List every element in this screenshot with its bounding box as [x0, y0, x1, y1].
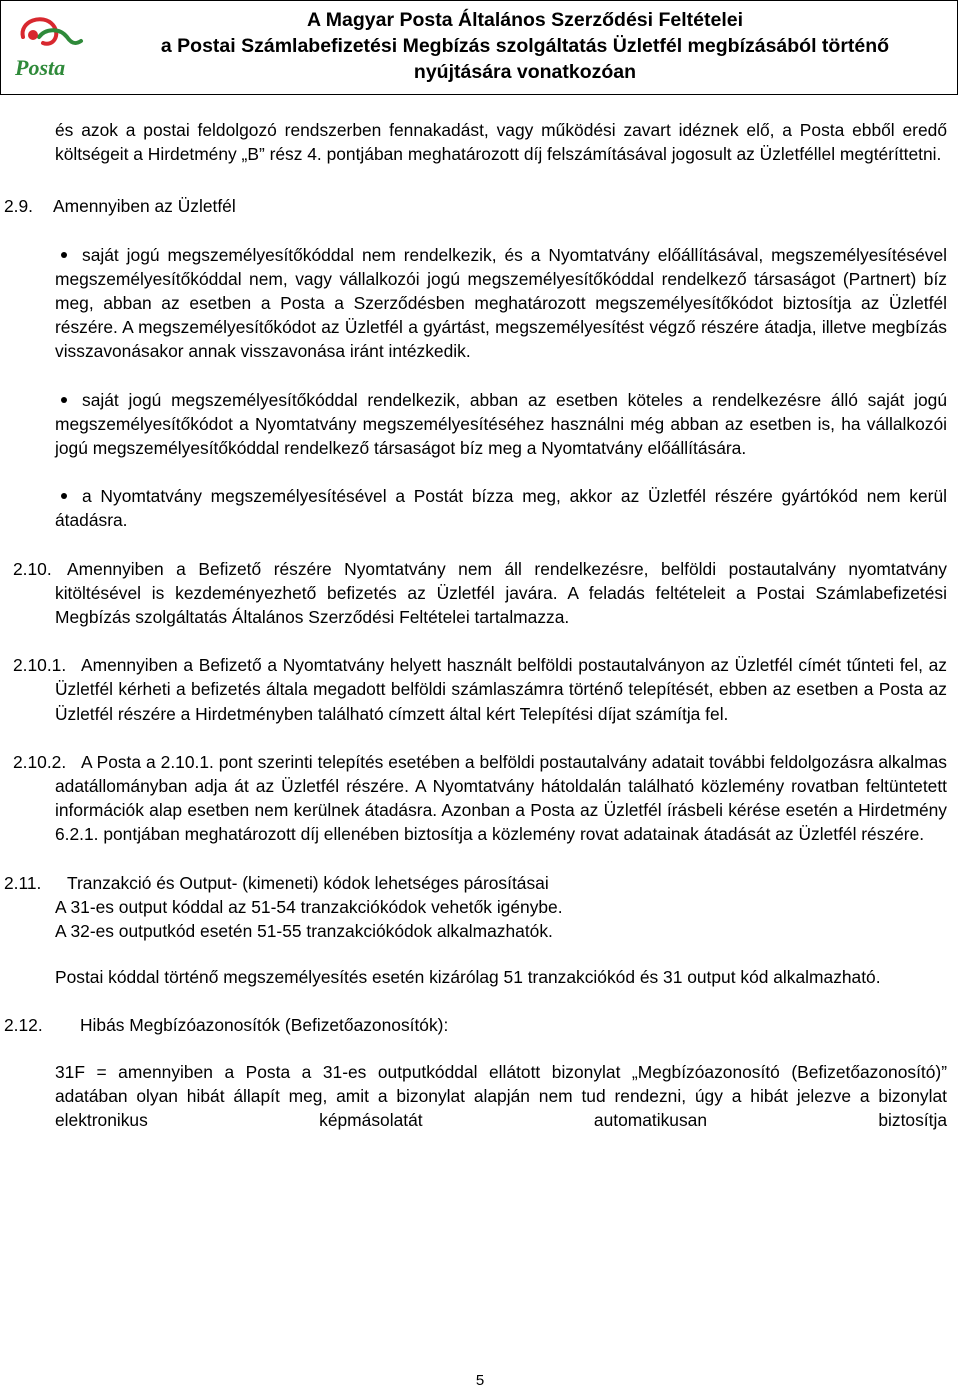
section-number: 2.11.	[4, 872, 42, 893]
section-text: A Posta a 2.10.1. pont szerinti telepítés esetében a belföldi postautalvány adatait további feldolgozásra alkalmas adatállományban adja át az Üzletfél részére. A Nyomtatvány hátoldalán található közlemény rovatban feltüntetett információk alap esetben nem kerülnek átadásra. Azonban a Posta az Üzletfél írásbeli kérése esetén a Hirdetmény 6.2.1. pontjában meghatározott díj ellenében biztosítja a közlemény rovat adatainak átadását az Üzletfél részére.	[55, 751, 947, 845]
header-title-line-3: nyújtására vonatkozóan	[413, 61, 637, 83]
list-item-text: saját jogú megszemélyesítőkóddal nem rendelkezik, és a Nyomtatvány előállításával, megszemélyesítésével megszemélyesítőkóddal nem, vagy vállalkozói jogú megszemélyesítőkóddal rendelkező társaságot (Partnert) bíz meg, abban az esetben a Posta a Szerződésben meghatározott megszemélyesítőkódot biztosítja az Üzletfél részére. A megszemélyesítőkódot az Üzletfél a gyártást, megszemélyesítést végző részére átadja, illetve megbízás visszavonásakor annak visszavonása iránt intézkedik.	[55, 244, 947, 362]
section-2-12	[4, 1013, 947, 1132]
section-text: Amennyiben a Befizető a Nyomtatvány helyett használt belföldi postautalványon az Üzletfél címét tűnteti fel, az Üzletfél kérheti a befizetés általa megadott belföldi számlaszámra történő telepítését, ebben az esetben a Posta az Üzletfél részére a Hirdetményben található címzett által kért Telepítési díjat számítja fel.	[55, 655, 947, 724]
bullet-icon	[61, 493, 67, 499]
list-item-text: a Nyomtatvány megszemélyesítésével a Postát bízza meg, akkor az Üzletfél részére gyártókód nem kerül átadásra.	[55, 486, 947, 531]
page-number: 5	[475, 1372, 485, 1389]
section-number: 2.10.2.	[13, 751, 67, 772]
section-2-10	[13, 557, 947, 630]
section-number: 2.10.	[13, 558, 52, 579]
section-text: 31F = amennyiben a Posta a 31-es outputkóddal ellátott bizonylat „Megbízóazonosító (Befizetőazonosító)” adatában olyan hibát állapít meg, amit a bizonylat alapján nem tud rendezni, úgy a hibát jelezve a bizonylat elektronikus képmásolatát automatikusan biztosítja	[55, 1061, 947, 1131]
section-text: Amennyiben a Befizető részére Nyomtatvány nem áll rendelkezésre, belföldi postautalvány nyomtatvány kitöltésével is kezdeményezhető befizetés az Üzletfél javára. A feladás feltételeit a Postai Számlabefizetési Megbízás szolgáltatás Általános Szerződési Feltételei tartalmazza.	[55, 558, 947, 628]
logo-text: Posta	[15, 55, 66, 80]
section-line: A 31-es output kóddal az 51-54 tranzakciókódok vehetők igénybe.	[55, 896, 563, 917]
section-title: Tranzakció és Output- (kimeneti) kódok lehetséges párosításai	[67, 872, 549, 893]
section-number: 2.12.	[4, 1015, 43, 1036]
intro-paragraph: és azok a postai feldolgozó rendszerben fennakadást, vagy működési zavart idéznek elő, a Posta ebből eredő költségeit a Hirdetmény „B” rész 4. pontjában meghatározott díj felszámításával jogosult az Üzletféllel megtéríttetni.	[55, 120, 947, 165]
list-item	[55, 243, 947, 364]
section-note: Postai kóddal történő megszemélyesítés esetén kizárólag 51 tranzakciókód és 31 output kód alkalmazható.	[55, 967, 881, 988]
section-2-10-1	[13, 653, 947, 726]
bullet-list	[55, 243, 947, 533]
section-title: Amennyiben az Üzletfél	[53, 196, 236, 217]
list-item-text: saját jogú megszemélyesítőkóddal rendelkezik, abban az esetben köteles a rendelkezésre álló saját jogú megszemélyesítőkódot a Nyomtatvány megszemélyesítéséhez használni még abban az esetben is, ha vállalkozói jogú megszemélyesítőkóddal rendelkező társaságot bíz meg a Nyomtatvány előállítására.	[55, 389, 947, 459]
page-header	[0, 0, 958, 95]
section-title: Hibás Megbízóazonosítók (Befizetőazonosítók):	[80, 1015, 449, 1036]
section-number: 2.9.	[4, 196, 34, 217]
section-number: 2.10.1.	[13, 655, 67, 676]
bullet-icon	[61, 397, 67, 403]
section-2-11	[4, 871, 947, 990]
section-2-9	[4, 194, 947, 218]
posta-logo	[9, 7, 89, 91]
section-2-10-2	[13, 750, 947, 847]
document-body	[4, 118, 947, 1132]
list-item	[55, 388, 947, 461]
section-line: A 32-es outputkód esetén 51-55 tranzakciókódok alkalmazhatók.	[55, 921, 553, 942]
header-title	[101, 7, 949, 85]
header-title-line-2: a Postai Számlabefizetési Megbízás szolgáltatás Üzletfél megbízásából történő	[160, 35, 890, 57]
list-item	[55, 484, 947, 532]
header-title-line-1: A Magyar Posta Általános Szerződési Feltételei	[307, 9, 743, 31]
bullet-icon	[61, 252, 67, 258]
